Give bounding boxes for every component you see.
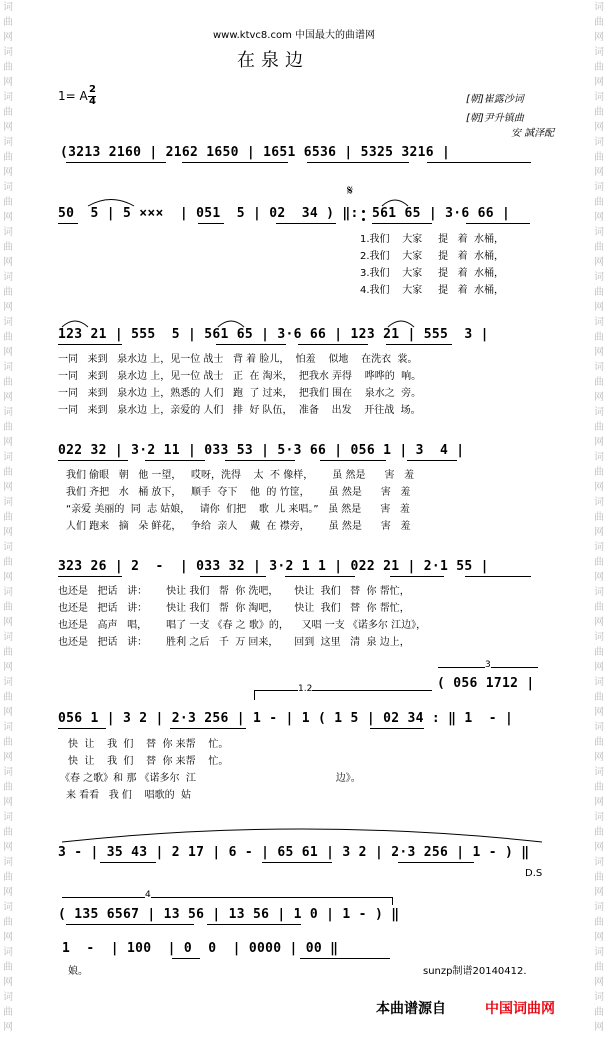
segno-sign: 𝄋: [347, 183, 354, 199]
watermark-char: 曲: [594, 647, 604, 658]
watermark-char: 曲: [594, 692, 604, 703]
verse-lyric-4-4: 人们 跑来 摘 朵 鲜花， 争给 亲人 戴 在 襟旁， 虽 然是 害 羞: [66, 521, 411, 532]
intro-lyric-2: 2.我们 大家 提 着 水桶，: [360, 251, 505, 262]
watermark-char: 词: [3, 92, 13, 103]
beam: [370, 728, 424, 729]
song-title: 在泉边: [237, 50, 309, 71]
watermark-char: 网: [3, 527, 13, 538]
time-bottom: 4: [89, 96, 96, 107]
watermark-char: 网: [3, 887, 13, 898]
watermark-char: 词: [594, 677, 604, 688]
watermark-char: 网: [3, 167, 13, 178]
watermark-char: 曲: [3, 17, 13, 28]
repeat-dot: [362, 210, 365, 213]
watermark-char: 曲: [3, 467, 13, 478]
volta-bracket-1-2: [254, 690, 432, 691]
watermark-char: 网: [594, 842, 604, 853]
watermark-char: 曲: [3, 602, 13, 613]
watermark-char: 曲: [3, 782, 13, 793]
credit-lyricist: [朝]崔露沙词: [466, 94, 524, 105]
beam: [427, 162, 531, 163]
notation-row-5: 323 26 | 2 - | 033 32 | 3·2 1 1 | 022 21 | 2·1 55 |: [58, 559, 489, 574]
watermark-char: 网: [3, 842, 13, 853]
beam: [145, 460, 205, 461]
beam: [170, 728, 246, 729]
watermark-char: 网: [594, 977, 604, 988]
watermark-char: 曲: [3, 422, 13, 433]
notation-row-2a: 50 5 | 5 ××× | 051 5 | 02 34 ) ‖:: [58, 206, 359, 221]
verse-lyric-5-4: 也还是 把话 讲： 胜利 之后 千 万 回来， 回到 这里 清 泉 边上，: [58, 637, 410, 648]
watermark-char: 曲: [3, 1007, 13, 1018]
beam: [172, 958, 200, 959]
watermark-char: 词: [3, 857, 13, 868]
watermark-char: 网: [3, 122, 13, 133]
notation-row-9: 1 - | 100 | 0 0 | 0000 | 00 ‖: [62, 941, 339, 956]
beam: [320, 460, 386, 461]
watermark-char: 曲: [3, 62, 13, 73]
watermark-char: 网: [3, 77, 13, 88]
verse-lyric-5-1: 也还是 把话 讲： 快让 我们 帮 你 洗吧， 快让 我们 替 你 帮忙，: [58, 586, 410, 597]
watermark-char: 词: [3, 902, 13, 913]
watermark-char: 曲: [594, 107, 604, 118]
beam: [276, 223, 336, 224]
watermark-char: 词: [594, 407, 604, 418]
verse-lyric-6-1: 快 让 我 们 替 你 来帮 忙。: [68, 739, 229, 750]
key-signature: 1= A: [58, 89, 88, 103]
watermark-char: 网: [3, 752, 13, 763]
verse-lyric-5-2: 也还是 把话 讲： 快让 我们 帮 你 淘吧， 快让 我们 替 你 帮忙，: [58, 603, 410, 614]
watermark-char: 词: [594, 272, 604, 283]
watermark-char: 词: [3, 452, 13, 463]
watermark-char: 网: [3, 977, 13, 988]
beam: [66, 162, 166, 163]
watermark-char: 网: [594, 572, 604, 583]
watermark-char: 词: [594, 812, 604, 823]
credit-arranger: 安 誠泽配: [511, 128, 555, 139]
watermark-char: 曲: [594, 242, 604, 253]
watermark-char: 曲: [3, 872, 13, 883]
watermark-char: 网: [594, 122, 604, 133]
beam: [465, 576, 531, 577]
beam: [207, 924, 301, 925]
watermark-char: 曲: [3, 512, 13, 523]
volta-label-1-2: 1.2: [298, 684, 313, 694]
watermark-char: 网: [3, 392, 13, 403]
watermark-char: 词: [594, 317, 604, 328]
watermark-char: 词: [3, 632, 13, 643]
dal-segno-mark: D.S: [525, 868, 543, 879]
watermark-char: 网: [594, 257, 604, 268]
watermark-char: 词: [3, 992, 13, 1003]
beam: [386, 344, 452, 345]
verse-lyric-4-1: 我们 偷眼 朝 他 一望， 哎呀，洗得 太 不 像样， 虽 然是 害 羞: [66, 470, 415, 481]
verse-lyric-3-2: 一同 来到 泉水边 上，见一位 战士 正 在 淘米， 把我水 弄得 哗哗的 响。: [58, 371, 422, 382]
watermark-char: 曲: [3, 647, 13, 658]
beam: [407, 460, 457, 461]
verse-lyric-6-4: 来 看看 我 们 唱歌的 姑: [66, 790, 191, 801]
source-label: 本曲谱源自: [376, 1001, 446, 1017]
watermark-char: 词: [3, 767, 13, 778]
beam: [198, 223, 224, 224]
watermark-char: 网: [594, 392, 604, 403]
watermark-char: 网: [3, 212, 13, 223]
notation-row-2b: 561 65 | 3·6 66 |: [372, 206, 511, 221]
beam: [398, 862, 474, 863]
watermark-char: 曲: [594, 1007, 604, 1018]
watermark-char: 网: [3, 32, 13, 43]
watermark-char: 网: [3, 932, 13, 943]
bracket-4-edge: [392, 897, 393, 905]
watermark-char: 词: [3, 2, 13, 13]
watermark-char: 网: [594, 302, 604, 313]
watermark-char: 网: [3, 257, 13, 268]
watermark-char: 曲: [3, 557, 13, 568]
beam: [390, 576, 444, 577]
beam: [182, 162, 288, 163]
watermark-char: 词: [3, 137, 13, 148]
verse-lyric-6-2: 快 让 我 们 替 你 来帮 忙。: [68, 756, 229, 767]
transcriber-credit: sunzp制谱20140412.: [423, 966, 527, 977]
verse-lyric-6-3: 《春 之歌》和 那 《诺多尔 江 边》。: [60, 773, 361, 784]
watermark-char: 词: [3, 497, 13, 508]
watermark-char: 网: [594, 752, 604, 763]
watermark-char: 曲: [3, 692, 13, 703]
intro-lyric-4: 4.我们 大家 提 着 水桶，: [360, 285, 505, 296]
watermark-char: 曲: [3, 287, 13, 298]
beam: [466, 223, 530, 224]
watermark-char: 词: [594, 92, 604, 103]
verse-lyric-4-2: 我们 齐把 水 桶 放下， 顺手 夺下 他 的 竹筐， 虽 然是 害 羞: [66, 487, 411, 498]
watermark-char: 曲: [594, 557, 604, 568]
tie: [60, 826, 544, 844]
beam: [200, 576, 266, 577]
watermark-char: 词: [3, 317, 13, 328]
notation-row-6: 056 1 | 3 2 | 2·3 256 | 1 - | 1 ( 1 5 | 02 34 : ‖ 1 - |: [58, 711, 514, 726]
watermark-char: 词: [3, 47, 13, 58]
watermark-char: 曲: [3, 197, 13, 208]
left-watermark-column: [1, 0, 15, 1035]
watermark-char: 网: [3, 347, 13, 358]
watermark-char: 曲: [594, 287, 604, 298]
beam: [307, 162, 409, 163]
beam: [216, 344, 286, 345]
watermark-char: 网: [594, 527, 604, 538]
watermark-char: 网: [3, 1022, 13, 1033]
watermark-char: 词: [594, 857, 604, 868]
watermark-char: 曲: [3, 377, 13, 388]
watermark-char: 网: [594, 707, 604, 718]
source-site-link[interactable]: 中国词曲网: [485, 1001, 555, 1017]
watermark-char: 词: [594, 992, 604, 1003]
watermark-char: 词: [594, 452, 604, 463]
watermark-char: 网: [594, 662, 604, 673]
beam: [262, 862, 332, 863]
beam: [58, 344, 122, 345]
volta-label-3: 3: [485, 660, 491, 670]
watermark-char: 网: [594, 887, 604, 898]
watermark-char: 词: [594, 362, 604, 373]
watermark-char: 网: [594, 167, 604, 178]
watermark-char: 网: [594, 617, 604, 628]
watermark-char: 曲: [594, 872, 604, 883]
watermark-char: 网: [3, 572, 13, 583]
verse-lyric-5-3: 也还是 高声 唱， 唱了 一支 《春 之 歌》的， 又唱 一支 《诺多尔 江边》，: [58, 620, 427, 631]
site-header: www.ktvc8.com 中国最大的曲谱网: [213, 30, 376, 41]
watermark-char: 网: [3, 437, 13, 448]
watermark-char: 词: [3, 407, 13, 418]
watermark-char: 词: [594, 47, 604, 58]
watermark-char: 词: [594, 587, 604, 598]
watermark-char: 曲: [594, 332, 604, 343]
watermark-char: 曲: [594, 62, 604, 73]
verse-lyric-3-3: 一同 来到 泉水边 上，熟悉的 人们 跑 了 过来， 把我们 围在 泉水之 旁。: [58, 388, 422, 399]
notation-row-6-intro: ( 056 1712 |: [437, 676, 535, 691]
beam: [58, 223, 78, 224]
watermark-char: 词: [594, 2, 604, 13]
verse-lyric-3-1: 一同 来到 泉水边 上，见一位 战士 背 着 脸儿， 怕羞 似地 在洗衣 裳。: [58, 354, 418, 365]
watermark-char: 网: [594, 77, 604, 88]
watermark-char: 网: [594, 797, 604, 808]
beam: [58, 460, 128, 461]
watermark-char: 曲: [3, 917, 13, 928]
watermark-char: 词: [594, 497, 604, 508]
watermark-char: 词: [594, 767, 604, 778]
watermark-char: 网: [594, 932, 604, 943]
volta-bracket-1-2-edge: [254, 690, 255, 700]
watermark-char: 曲: [594, 737, 604, 748]
watermark-char: 曲: [594, 962, 604, 973]
watermark-char: 曲: [3, 152, 13, 163]
beam: [58, 576, 122, 577]
watermark-char: 曲: [594, 602, 604, 613]
watermark-char: 词: [3, 542, 13, 553]
watermark-char: 网: [3, 707, 13, 718]
watermark-char: 网: [3, 617, 13, 628]
watermark-char: 曲: [594, 152, 604, 163]
notation-row-8: ( 135 6567 | 13 56 | 13 56 | 1 0 | 1 - ) ‖: [58, 907, 400, 922]
watermark-char: 网: [3, 302, 13, 313]
watermark-char: 网: [594, 32, 604, 43]
beam: [100, 862, 156, 863]
credit-composer: [朝]尹升镇曲: [466, 113, 524, 124]
beam: [58, 728, 106, 729]
verse-lyric-4-3: “亲爱 美丽的 同 志 姑娘， 请你 们把 歌 儿 来唱。” 虽 然是 害 羞: [66, 504, 410, 515]
watermark-char: 词: [3, 272, 13, 283]
watermark-char: 网: [594, 347, 604, 358]
watermark-char: 曲: [3, 107, 13, 118]
beam: [66, 924, 194, 925]
watermark-char: 曲: [3, 962, 13, 973]
watermark-char: 词: [3, 677, 13, 688]
watermark-char: 网: [594, 482, 604, 493]
notation-row-1: (3213 2160 | 2162 1650 | 1651 6536 | 5325 3216 |: [60, 145, 451, 160]
watermark-char: 网: [3, 482, 13, 493]
watermark-char: 词: [3, 182, 13, 193]
verse-lyric-3-4: 一同 来到 泉水边 上，亲爱的 人们 排 好 队伍， 准备 出发 开往战 场。: [58, 405, 421, 416]
beam: [298, 344, 368, 345]
right-watermark-column: [592, 0, 606, 1035]
watermark-char: 词: [594, 947, 604, 958]
watermark-char: 曲: [594, 512, 604, 523]
watermark-char: 曲: [594, 917, 604, 928]
watermark-char: 词: [594, 182, 604, 193]
watermark-char: 曲: [3, 737, 13, 748]
final-lyric: 娘。: [68, 966, 88, 977]
intro-lyric-3: 3.我们 大家 提 着 水桶，: [360, 268, 505, 279]
watermark-char: 词: [3, 362, 13, 373]
watermark-char: 词: [594, 632, 604, 643]
watermark-char: 词: [594, 722, 604, 733]
time-top: 2: [89, 84, 96, 95]
watermark-char: 曲: [3, 332, 13, 343]
watermark-char: 词: [594, 227, 604, 238]
notation-row-3: 123 21 | 555 5 | 561 65 | 3·6 66 | 123 21 | 555 3 |: [58, 327, 489, 342]
watermark-char: 词: [594, 542, 604, 553]
watermark-char: 曲: [3, 242, 13, 253]
watermark-char: 曲: [594, 467, 604, 478]
beam: [300, 958, 390, 959]
watermark-char: 词: [3, 722, 13, 733]
watermark-char: 词: [594, 902, 604, 913]
watermark-char: 曲: [594, 827, 604, 838]
watermark-char: 词: [3, 227, 13, 238]
watermark-char: 曲: [594, 782, 604, 793]
bracket-4-label: 4: [145, 890, 151, 900]
watermark-char: 网: [3, 797, 13, 808]
watermark-char: 词: [3, 587, 13, 598]
notation-row-4: 022 32 | 3·2 11 | 033 53 | 5·3 66 | 056 1 | 3 4 |: [58, 443, 465, 458]
beam: [285, 576, 355, 577]
watermark-char: 曲: [594, 377, 604, 388]
watermark-char: 曲: [594, 17, 604, 28]
watermark-char: 曲: [3, 827, 13, 838]
watermark-char: 网: [594, 437, 604, 448]
beam: [225, 460, 295, 461]
bracket-4: [62, 897, 392, 898]
beam: [372, 223, 432, 224]
watermark-char: 曲: [594, 422, 604, 433]
intro-lyric-1: 1.我们 大家 提 着 水桶，: [360, 234, 505, 245]
watermark-char: 网: [594, 212, 604, 223]
watermark-char: 词: [3, 947, 13, 958]
watermark-char: 词: [3, 812, 13, 823]
watermark-char: 网: [3, 662, 13, 673]
watermark-char: 网: [594, 1022, 604, 1033]
notation-row-7: 3 - | 35 43 | 2 17 | 6 - | 65 61 | 3 2 | 2·3 256 | 1 - ) ‖: [58, 845, 530, 860]
watermark-char: 词: [594, 137, 604, 148]
repeat-dot: [362, 218, 365, 221]
watermark-char: 曲: [594, 197, 604, 208]
